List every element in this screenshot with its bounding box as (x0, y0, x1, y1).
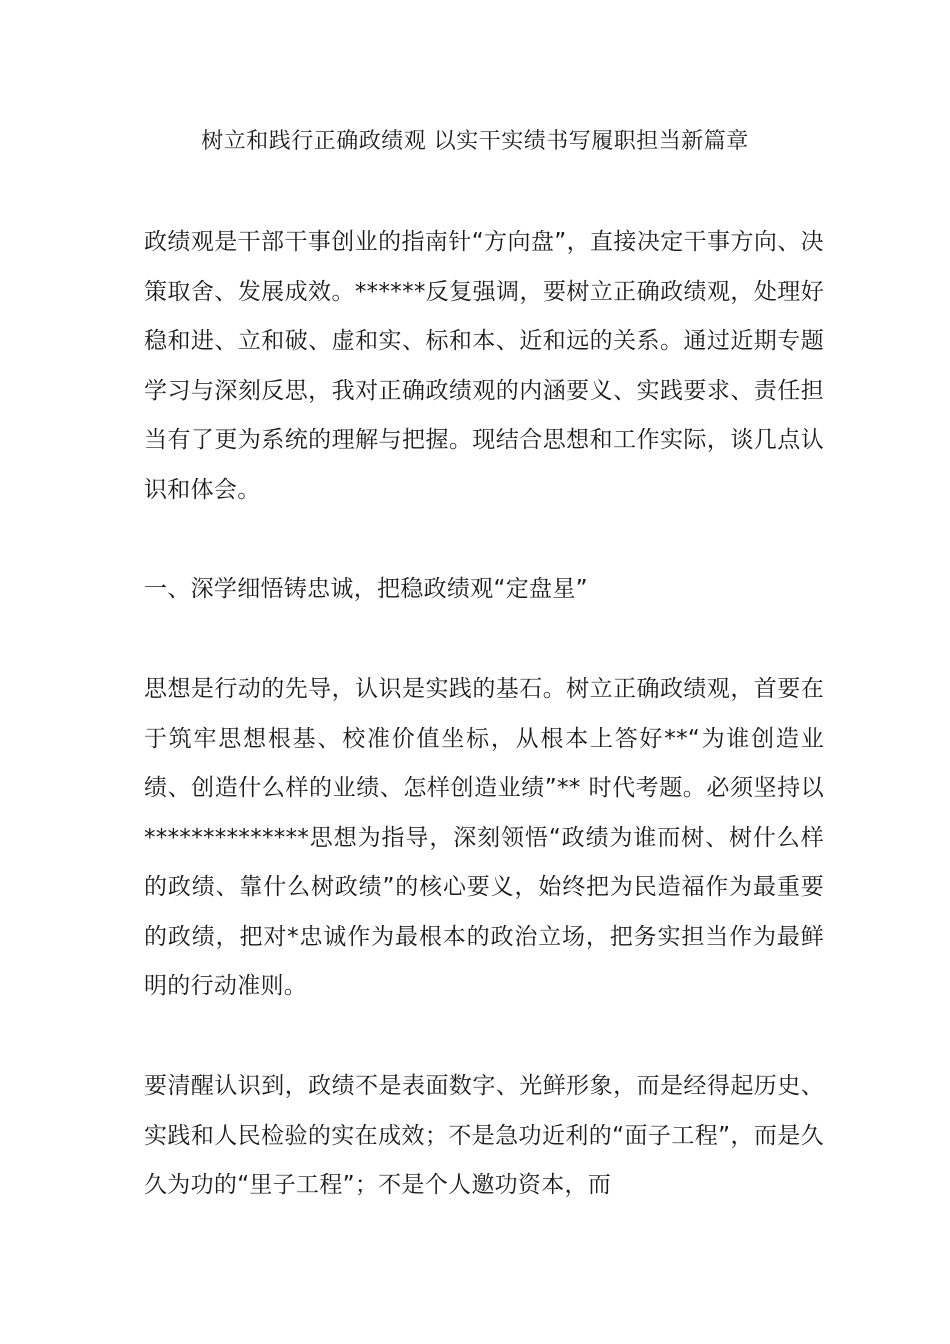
section-1-paragraph-1: 思想是行动的先导，认识是实践的基石。树立正确政绩观，首要在于筑牢思想根基、校准价值坐标，从根本上答好**“为谁创造业绩、创造什么样的业绩、怎样创造业绩”** 时代考题。必须坚持以**************思想为指导，深刻领悟“政绩为谁而树、树什么样的政绩、靠什么树政绩”的核心要义，始终把为民造福作为最重要的政绩，把对*忠诚作为最根本的政治立场，把务实担当作为最鲜明的行动准则。 (144, 676, 824, 999)
document-title: 树立和践行正确政绩观 以实干实绩书写履职担当新篇章 (201, 129, 749, 154)
section-heading-1: 一、深学细悟铸忠诚，把稳政绩观“定盘星” (144, 576, 588, 602)
section-1-paragraph-2: 要清醒认识到，政绩不是表面数字、光鲜形象，而是经得起历史、实践和人民检验的实在成效；不是急功近利的“面子工程”，而是久久为功的“里子工程”；不是个人邀功资本，而 (144, 1073, 824, 1198)
intro-paragraph: 政绩观是干部干事创业的指南针“方向盘”，直接决定干事方向、决策取舍、发展成效。******反复强调，要树立正确政绩观，处理好稳和进、立和破、虚和实、标和本、近和远的关系。通过近期专题学习与深刻反思，我对正确政绩观的内涵要义、实践要求、责任担当有了更为系统的理解与把握。现结合思想和工作实际，谈几点认识和体会。 (144, 229, 824, 503)
